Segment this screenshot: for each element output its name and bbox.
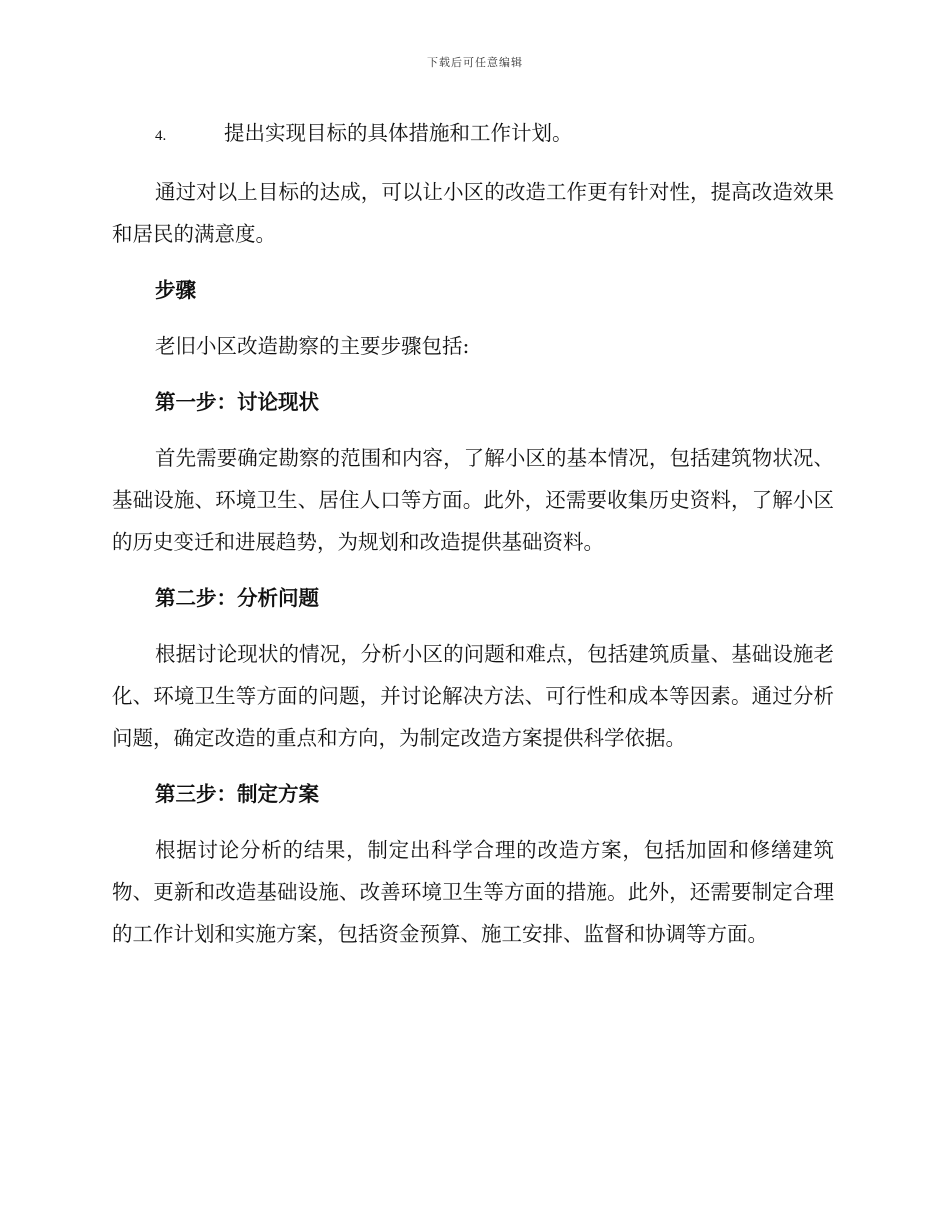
paragraph-steps-intro: 老旧小区改造勘察的主要步骤包括: bbox=[155, 334, 470, 358]
heading-step-1: 第一步：讨论现状 bbox=[155, 390, 319, 414]
document-body bbox=[112, 112, 834, 969]
list-item-4 bbox=[112, 112, 834, 157]
heading-steps: 步骤 bbox=[155, 278, 196, 302]
page-header-note: 下载后可任意编辑 bbox=[427, 56, 523, 69]
list-item-text: 提出实现目标的具体措施和工作计划。 bbox=[224, 121, 573, 145]
paragraph-step-3: 根据讨论分析的结果，制定出科学合理的改造方案，包括加固和修缮建筑物、更新和改造基础设施、改善环境卫生等方面的措施。此外，还需要制定合理的工作计划和实施方案，包括资金预算、施工安排、监督和协调等方面。 bbox=[112, 838, 834, 946]
paragraph-goal-summary: 通过对以上目标的达成，可以让小区的改造工作更有针对性，提高改造效果和居民的满意度。 bbox=[112, 180, 834, 246]
heading-step-3: 第三步：制定方案 bbox=[155, 782, 319, 806]
heading-step-2: 第二步：分析问题 bbox=[155, 586, 319, 610]
paragraph-step-1: 首先需要确定勘察的范围和内容，了解小区的基本情况，包括建筑物状况、基础设施、环境卫生、居住人口等方面。此外，还需要收集历史资料，了解小区的历史变迁和进展趋势，为规划和改造提供基础资料。 bbox=[112, 446, 834, 554]
list-item-number: 4. bbox=[155, 128, 167, 144]
paragraph-step-2: 根据讨论现状的情况，分析小区的问题和难点，包括建筑质量、基础设施老化、环境卫生等方面的问题，并讨论解决方法、可行性和成本等因素。通过分析问题，确定改造的重点和方向，为制定改造方案提供科学依据。 bbox=[112, 642, 834, 750]
